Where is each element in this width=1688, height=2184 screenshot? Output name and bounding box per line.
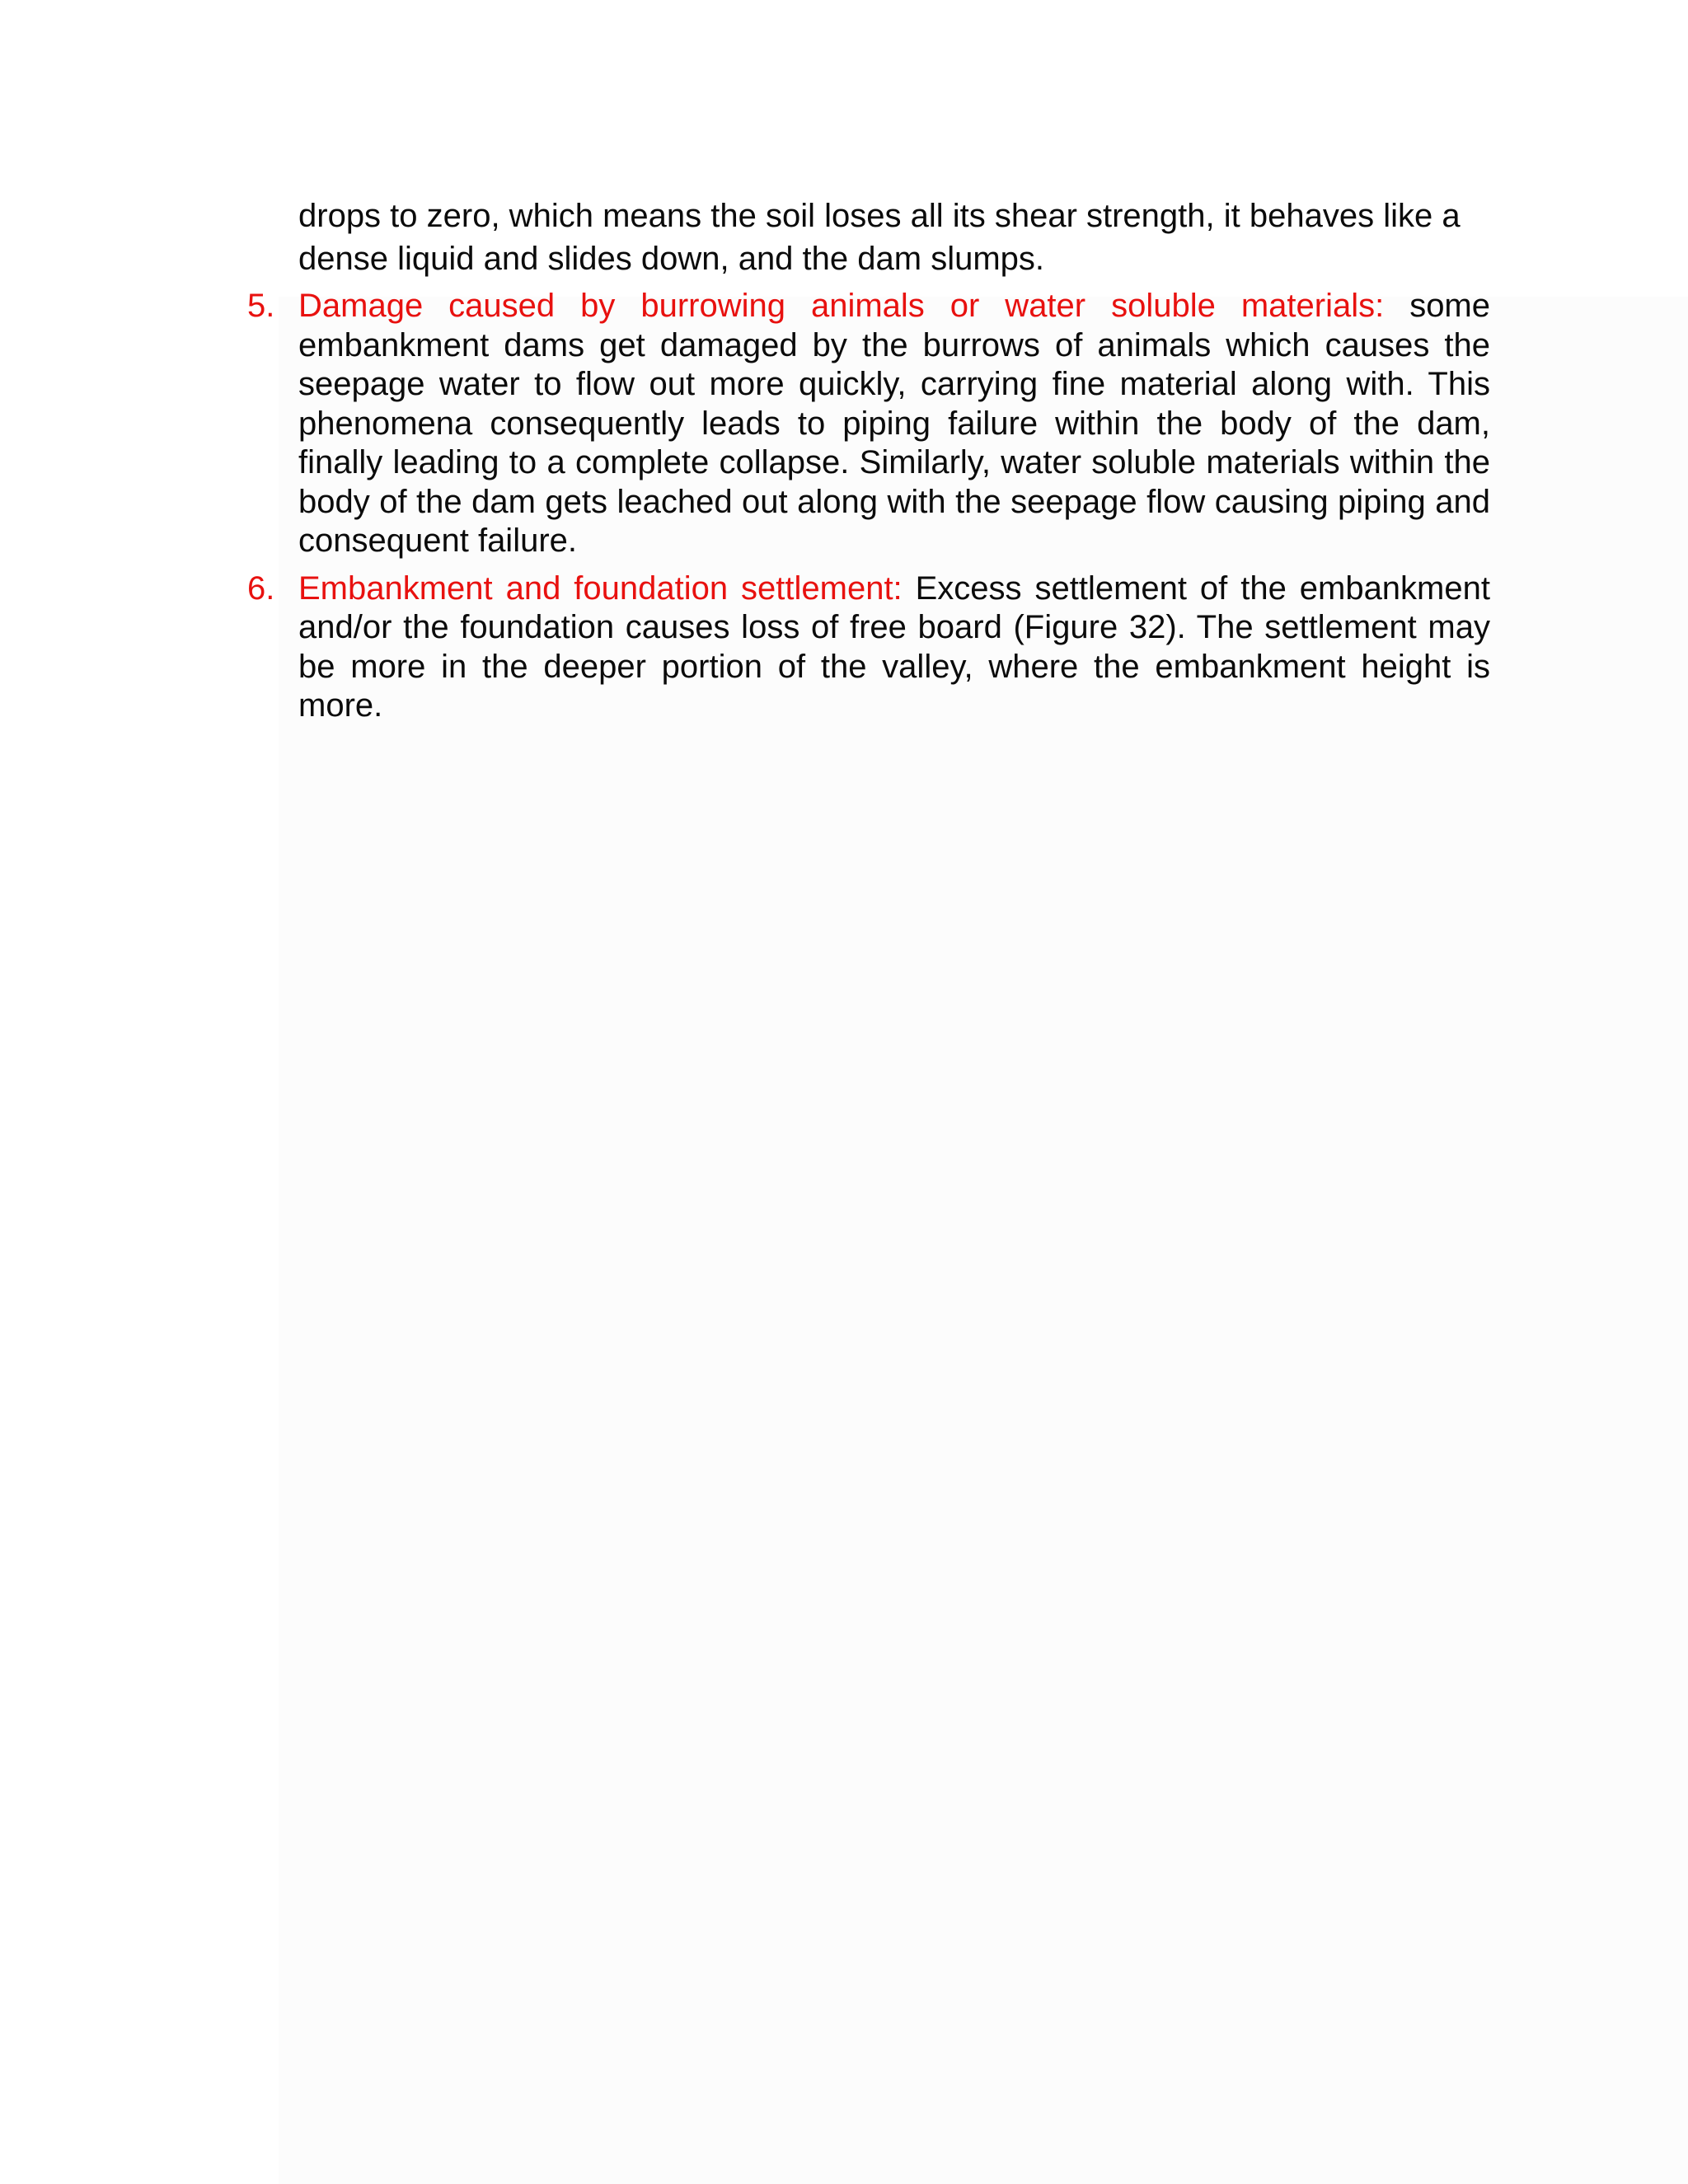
list-item-text: some embankment dams get damaged by the burrows of animals which causes the seepage water to flow out more quickly, carrying fine material along with. This phenomena consequently leads to piping failure within the body of the dam, finally leading to a complete collapse. Similarly, water soluble materials within the body of the dam gets leached out along with the seepage flow causing piping and consequent failure. xyxy=(298,288,1490,559)
list-item-text: Excess settlement of the embankment and/or the foundation causes loss of free board (Figure 32). The settlement may be more in the deeper portion of the valley, where the embankment height is more. xyxy=(298,569,1490,724)
continuation-paragraph xyxy=(298,194,1490,280)
list-item-heading: Damage caused by burrowing animals or water soluble materials: xyxy=(298,288,1385,324)
continuation-line-2: dense liquid and slides down, and the dam slumps. xyxy=(298,241,1044,277)
list-number: 6. xyxy=(247,569,275,607)
document-body xyxy=(247,194,1490,726)
list-number: 5. xyxy=(247,288,275,324)
list-item-heading: Embankment and foundation settlement: xyxy=(298,569,903,607)
list-item-6 xyxy=(247,569,1490,726)
continuation-line-1: drops to zero, which means the soil loses all its shear strength, it behaves like a xyxy=(298,198,1461,234)
list-item-5 xyxy=(247,287,1490,561)
